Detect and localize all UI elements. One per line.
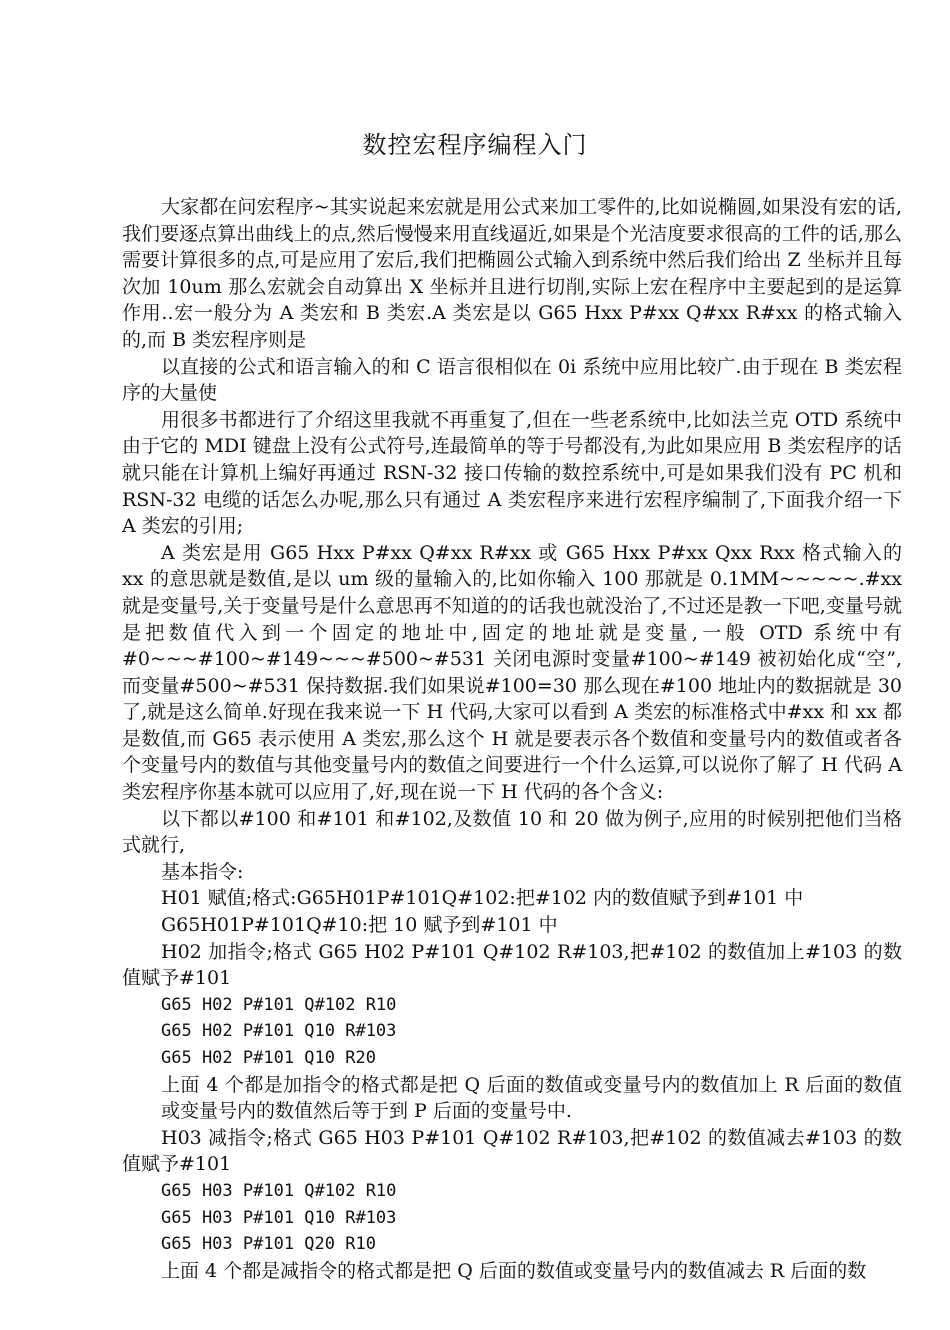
paragraph-h03-explanation: 上面 4 个都是减指令的格式都是把 Q 后面的数值或变量号内的数值减去 R 后面的数 [161,1259,867,1282]
paragraph-h02-explanation: 上面 4 个都是加指令的格式都是把 Q 后面的数值或变量号内的数值加上 R 后面的数值或变量号内的数值然后等于到 P 后面的变量号中. [161,1073,902,1123]
code-line: G65 H02 P#101 Q#102 R10 [161,994,397,1015]
paragraph-b-macro: 以直接的公式和语言输入的和 C 语言很相似在 0i 系统中应用比较广.由于现在 B 类宏程序的大量使 [122,355,902,405]
code-line: G65 H03 P#101 Q#102 R10 [161,1180,397,1201]
instruction-h01: H01 赋值;格式:G65H01P#101Q#102:把#102 内的数值赋予到#101 中 [161,887,804,910]
code-line: G65 H03 P#101 Q20 R10 [161,1234,376,1255]
instruction-h02: H02 加指令;格式 G65 H02 P#101 Q#102 R#103,把#102 的数值加上#103 的数值赋予#101 [122,940,902,990]
instruction-h03: H03 减指令;格式 G65 H03 P#101 Q#102 R#103,把#102 的数值减去#103 的数值赋予#101 [122,1126,902,1176]
document-body [122,194,902,1284]
code-line: G65 H02 P#101 Q10 R#103 [161,1021,397,1042]
code-line: G65 H02 P#101 Q10 R20 [161,1048,376,1068]
heading-basic-instructions: 基本指令: [161,860,244,883]
paragraph-examples-note: 以下都以#100 和#101 和#102,及数值 10 和 20 做为例子,应用的时候别把他们当格式就行, [122,807,902,857]
paragraph-old-systems: 用很多书都进行了介绍这里我就不再重复了,但在一些老系统中,比如法兰克 OTD 系统中由于它的 MDI 键盘上没有公式符号,连最简单的等于号都没有,为此如果应用 B 类宏程序的话就只能在计算机上编好再通过 RSN-32 接口传输的数控系统中,可是如果我们没有 PC 机和 RSN-32 电缆的话怎么办呢,那么只有通过 A 类宏程序来进行宏程序编制了,下面我介绍一下 A 类宏的引用; [122,408,902,538]
paragraph-a-macro: A 类宏是用 G65 Hxx P#xx Q#xx R#xx 或 G65 Hxx P#xx Qxx Rxx 格式输入的 xx 的意思就是数值,是以 um 级的量输入的,比如你输入 100 那就是 0.1MM~~~~~.#xx 就是变量号,关于变量号是什么意思再不知道的的话我也就没治了,不过还是教一下吧,变量号就是把数值代入到一个固定的地址中,固定的地址就是变量,一般 OTD 系统中有 #0~~~#100~#149~~~#500~#531 关闭电源时变量#100~#149 被初始化成“空”, 而变量#500~#531 保持数据.我们如果说#100=30 那么现在#100 地址内的数据就是 30 了,就是这么简单.好现在我来说一下 H 代码,大家可以看到 A 类宏的标准格式中#xx 和 xx 都是数值,而 G65 表示使用 A 类宏,那么这个 H 就是要表示各个数值和变量号内的数值或者各个变量号内的数值与其他变量号内的数值之间要进行一个什么运算,可以说你了解了 H 代码 A 类宏程序你基本就可以应用了,好,现在说一下 H 代码的各个含义: [122,541,902,804]
instruction-h01-example: G65H01P#101Q#10:把 10 赋予到#101 中 [161,914,558,937]
paragraph-intro: 大家都在问宏程序~其实说起来宏就是用公式来加工零件的,比如说椭圆,如果没有宏的话,我们要逐点算出曲线上的点,然后慢慢来用直线逼近,如果是个光洁度要求很高的工件的话,那么需要计算很多的点,可是应用了宏后,我们把椭圆公式输入到系统中然后我们给出 Z 坐标并且每次加 10um 那么宏就会自动算出 X 坐标并且进行切削,实际上宏在程序中主要起到的是运算作用..宏一般分为 A 类宏和 B 类宏.A 类宏是以 G65 Hxx P#xx Q#xx R#xx 的格式输入的,而 B 类宏程序则是 [122,196,902,351]
code-line: G65 H03 P#101 Q10 R#103 [161,1207,397,1228]
document-title: 数控宏程序编程入门 [362,131,588,159]
